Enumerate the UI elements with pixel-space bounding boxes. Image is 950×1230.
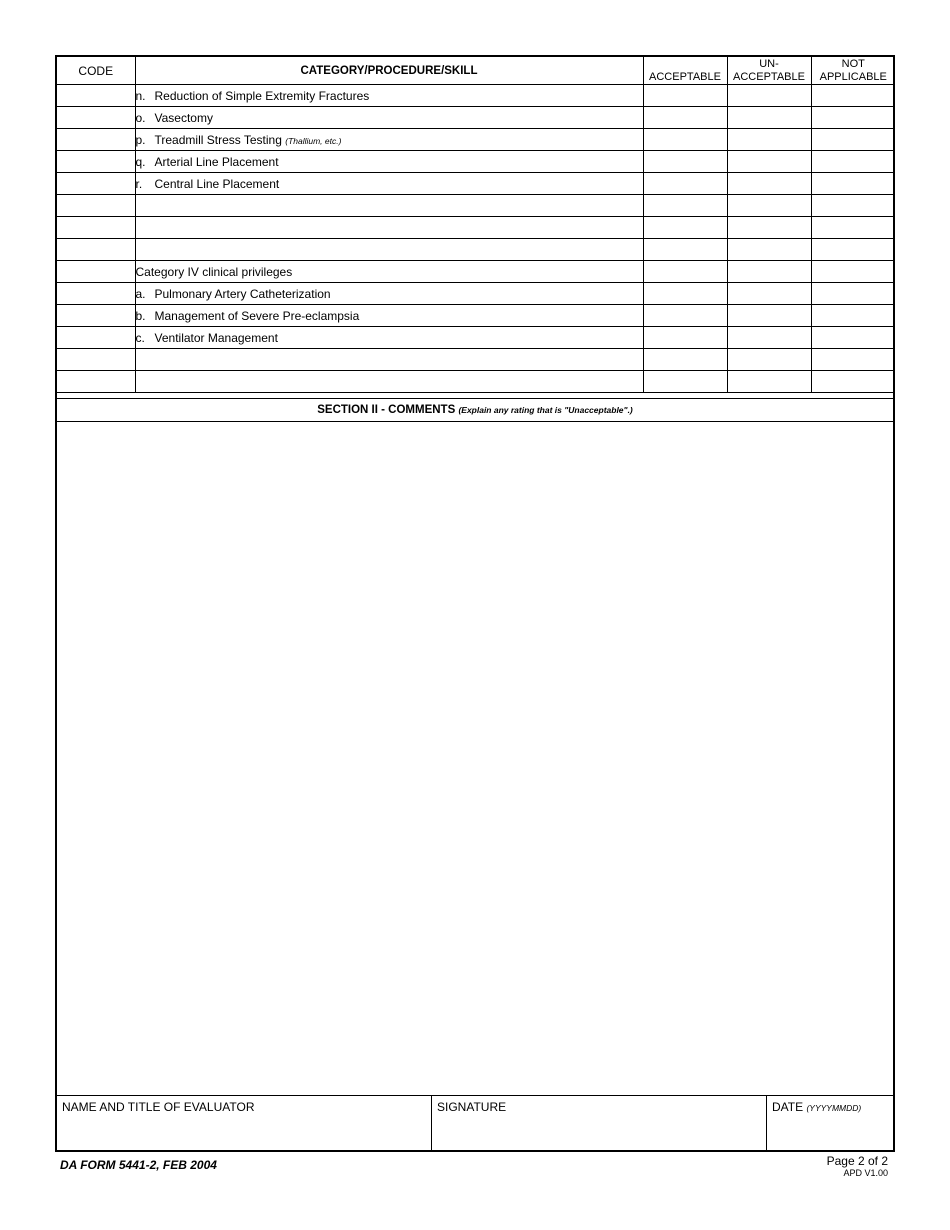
acceptable-checkbox[interactable] (643, 173, 727, 195)
procedure-cell (135, 305, 643, 327)
unacceptable-checkbox[interactable] (727, 151, 811, 173)
code-cell[interactable] (57, 239, 135, 261)
table-row (57, 217, 895, 239)
category-header: CATEGORY/PROCEDURE/SKILL (135, 57, 643, 85)
date-format-hint: (YYYYMMDD) (806, 1103, 862, 1113)
procedure-cell (135, 349, 643, 371)
procedure-cell (135, 195, 643, 217)
not-applicable-checkbox[interactable] (811, 305, 895, 327)
section-2-note: (Explain any rating that is "Unacceptable".) (458, 405, 633, 415)
procedure-note: (Thallium, etc.) (285, 135, 342, 146)
acceptable-checkbox[interactable] (643, 151, 727, 173)
procedure-name: Ventilator Management (154, 330, 278, 345)
table-row (57, 261, 895, 283)
not-applicable-checkbox[interactable] (811, 85, 895, 107)
code-cell[interactable] (57, 129, 135, 151)
unacceptable-checkbox[interactable] (727, 283, 811, 305)
procedure-cell (135, 371, 643, 393)
not-applicable-checkbox[interactable] (811, 327, 895, 349)
procedure-cell (135, 85, 643, 107)
code-cell[interactable] (57, 107, 135, 129)
unacceptable-checkbox[interactable] (727, 217, 811, 239)
procedure-name: Pulmonary Artery Catheterization (154, 286, 331, 301)
procedure-name: Vasectomy (154, 110, 213, 125)
not-applicable-checkbox[interactable] (811, 151, 895, 173)
not-applicable-checkbox[interactable] (811, 129, 895, 151)
procedure-cell (135, 151, 643, 173)
table-row (57, 305, 895, 327)
form-identifier: DA FORM 5441-2, FEB 2004 (60, 1158, 217, 1172)
procedure-cell (135, 217, 643, 239)
procedure-name: Reduction of Simple Extremity Fractures (154, 88, 370, 103)
acceptable-checkbox[interactable] (643, 261, 727, 283)
acceptable-checkbox[interactable] (643, 195, 727, 217)
unacceptable-checkbox[interactable] (727, 327, 811, 349)
not-applicable-checkbox[interactable] (811, 217, 895, 239)
unacceptable-checkbox[interactable] (727, 129, 811, 151)
procedure-cell (135, 261, 643, 283)
acceptable-checkbox[interactable] (643, 283, 727, 305)
page-info (827, 1154, 888, 1178)
section-2-header (57, 398, 893, 422)
acceptable-header (643, 57, 727, 85)
table-row (57, 107, 895, 129)
procedure-cell (135, 173, 643, 195)
table-row (57, 327, 895, 349)
acceptable-checkbox[interactable] (643, 239, 727, 261)
procedure-name: Treadmill Stress Testing (154, 132, 282, 147)
unacceptable-checkbox[interactable] (727, 239, 811, 261)
not-applicable-header-line1: NOT (841, 58, 865, 70)
code-cell[interactable] (57, 217, 135, 239)
procedure-cell (135, 107, 643, 129)
form-version: APD V1.00 (843, 1168, 888, 1178)
table-row (57, 349, 895, 371)
unacceptable-checkbox[interactable] (727, 173, 811, 195)
table-row (57, 151, 895, 173)
not-applicable-checkbox[interactable] (811, 107, 895, 129)
table-row (57, 239, 895, 261)
acceptable-checkbox[interactable] (643, 217, 727, 239)
procedure-cell (135, 129, 643, 151)
evaluator-name-field[interactable] (57, 1096, 432, 1151)
table-row (57, 283, 895, 305)
code-cell[interactable] (57, 305, 135, 327)
not-applicable-checkbox[interactable] (811, 173, 895, 195)
unacceptable-checkbox[interactable] (727, 371, 811, 393)
code-cell[interactable] (57, 173, 135, 195)
code-cell[interactable] (57, 151, 135, 173)
item-letter: a. (135, 286, 146, 301)
table-header-row (57, 57, 895, 85)
unacceptable-checkbox[interactable] (727, 85, 811, 107)
page-number: Page 2 of 2 (826, 1154, 888, 1168)
unacceptable-checkbox[interactable] (727, 349, 811, 371)
unacceptable-checkbox[interactable] (727, 305, 811, 327)
not-applicable-checkbox[interactable] (811, 261, 895, 283)
table-body (57, 85, 895, 393)
acceptable-checkbox[interactable] (643, 305, 727, 327)
unacceptable-checkbox[interactable] (727, 261, 811, 283)
comments-field[interactable] (57, 422, 893, 1095)
table-row (57, 173, 895, 195)
unacceptable-header-line2: ACCEPTABLE (733, 71, 805, 83)
item-letter: p. (135, 132, 146, 147)
code-cell[interactable] (57, 327, 135, 349)
not-applicable-checkbox[interactable] (811, 195, 895, 217)
unacceptable-checkbox[interactable] (727, 195, 811, 217)
procedure-table (57, 57, 895, 393)
procedure-name: Category IV clinical privileges (135, 264, 293, 279)
evaluator-name-label: NAME AND TITLE OF EVALUATOR (62, 1100, 255, 1114)
table-row (57, 129, 895, 151)
item-letter: n. (135, 88, 146, 103)
procedure-cell (135, 327, 643, 349)
acceptable-checkbox[interactable] (643, 327, 727, 349)
acceptable-checkbox[interactable] (643, 85, 727, 107)
code-cell[interactable] (57, 283, 135, 305)
table-row (57, 85, 895, 107)
procedure-name: Management of Severe Pre-eclampsia (154, 308, 360, 323)
acceptable-checkbox[interactable] (643, 371, 727, 393)
item-letter: c. (135, 330, 145, 345)
code-cell[interactable] (57, 261, 135, 283)
date-field[interactable] (767, 1096, 893, 1151)
unacceptable-checkbox[interactable] (727, 107, 811, 129)
table-row (57, 371, 895, 393)
signature-field[interactable] (432, 1096, 767, 1151)
item-letter: o. (135, 110, 146, 125)
item-letter: b. (135, 308, 146, 323)
code-cell[interactable] (57, 349, 135, 371)
unacceptable-header-line1: UN- (759, 58, 779, 70)
section-2-title: SECTION II - COMMENTS (317, 404, 456, 416)
code-cell[interactable] (57, 195, 135, 217)
date-label: DATE (772, 1100, 804, 1114)
code-cell[interactable] (57, 85, 135, 107)
not-applicable-header (811, 57, 895, 85)
not-applicable-checkbox[interactable] (811, 239, 895, 261)
acceptable-header-text: ACCEPTABLE (649, 71, 721, 83)
acceptable-checkbox[interactable] (643, 129, 727, 151)
code-header: CODE (57, 57, 135, 85)
procedure-name: Arterial Line Placement (154, 154, 279, 169)
procedure-cell (135, 239, 643, 261)
unacceptable-header (727, 57, 811, 85)
table-row (57, 195, 895, 217)
not-applicable-checkbox[interactable] (811, 283, 895, 305)
acceptable-checkbox[interactable] (643, 107, 727, 129)
signature-label: SIGNATURE (437, 1100, 507, 1114)
procedure-name: Central Line Placement (154, 176, 280, 191)
signature-row (57, 1095, 893, 1151)
form-body (55, 55, 895, 1152)
not-applicable-checkbox[interactable] (811, 349, 895, 371)
procedure-cell (135, 283, 643, 305)
acceptable-checkbox[interactable] (643, 349, 727, 371)
item-letter: q. (135, 154, 146, 169)
code-cell[interactable] (57, 371, 135, 393)
not-applicable-header-line2: APPLICABLE (819, 71, 887, 83)
item-letter: r. (135, 176, 143, 191)
not-applicable-checkbox[interactable] (811, 371, 895, 393)
